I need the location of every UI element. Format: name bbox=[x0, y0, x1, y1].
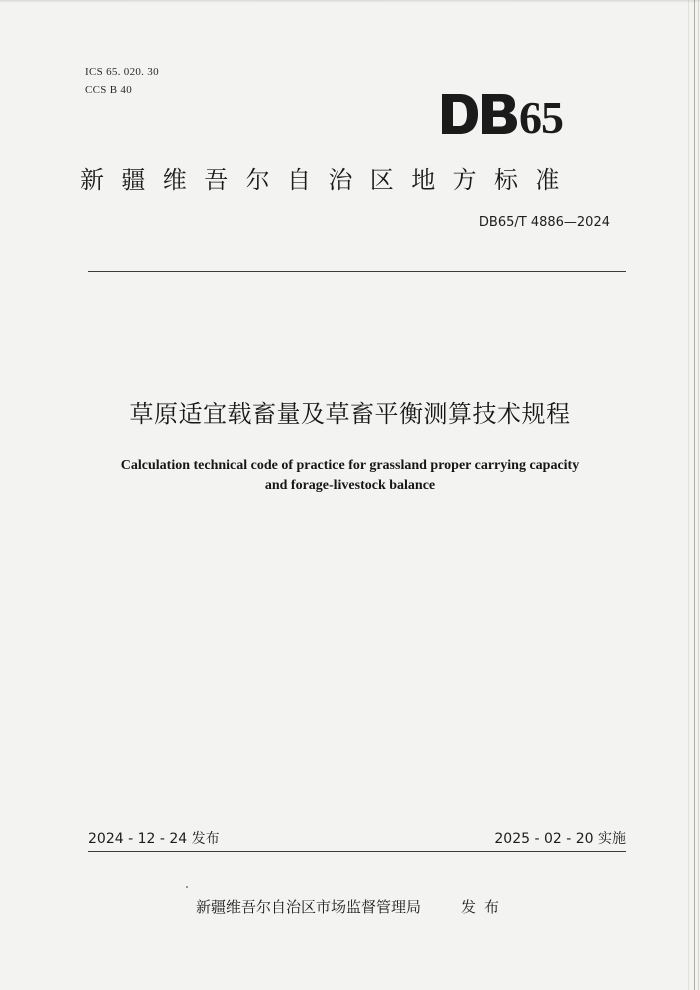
scan-edge-line bbox=[694, 0, 695, 990]
ics-code: ICS 65. 020. 30 bbox=[85, 66, 159, 78]
standard-code: DB65/T 4886—2024 bbox=[478, 215, 610, 230]
scan-edge-line bbox=[688, 0, 689, 990]
db65-logo-digits: 65 bbox=[519, 92, 563, 140]
scan-top-edge bbox=[0, 0, 700, 3]
scan-edge-line bbox=[698, 0, 699, 990]
db65-logo bbox=[440, 88, 580, 140]
title-english bbox=[60, 456, 640, 496]
footer-divider bbox=[88, 851, 626, 852]
scan-speck bbox=[186, 886, 188, 888]
publisher-name: 新疆维吾尔自治区市场监督管理局 bbox=[196, 898, 422, 916]
publish-label: 发布 bbox=[461, 898, 508, 916]
issue-date: 2024 - 12 - 24 发布 bbox=[88, 831, 220, 847]
title-english-line-2: and forage-livestock balance bbox=[264, 478, 436, 493]
ccs-code: CCS B 40 bbox=[85, 84, 133, 96]
header-divider bbox=[88, 271, 626, 272]
db65-logo-graphic bbox=[440, 88, 580, 140]
implementation-date: 2025 - 02 - 20 实施 bbox=[494, 831, 626, 847]
title-chinese: 草原适宜载畜量及草畜平衡测算技术规程 bbox=[129, 400, 571, 428]
title-english-line-1: Calculation technical code of practice for grassland proper carrying capacity bbox=[120, 458, 580, 473]
standard-category: 新疆维吾尔自治区地方标准 bbox=[80, 166, 577, 194]
